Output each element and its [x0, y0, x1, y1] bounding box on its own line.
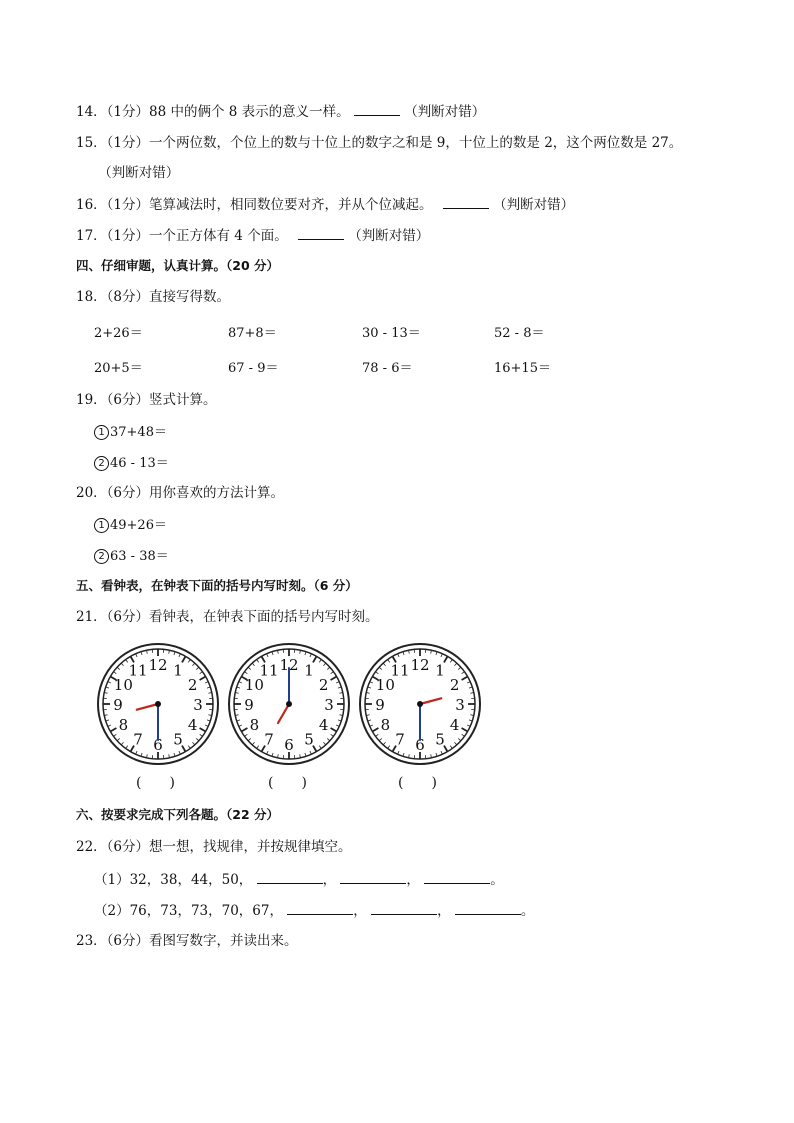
comma: ，: [437, 903, 451, 919]
sequence-1: [94, 869, 504, 890]
section-6-heading: 六、按要求完成下列各题。（22 分）: [76, 807, 279, 822]
clock-number: 9: [375, 696, 385, 714]
calc-item: 20+5＝: [94, 361, 143, 376]
clock-number: 6: [415, 736, 425, 754]
clock-number: 3: [193, 696, 203, 714]
calc-item: 67 - 9＝: [228, 361, 279, 376]
question-15: [76, 133, 682, 153]
clock-face-3: [358, 642, 482, 766]
clock-number: 3: [324, 696, 334, 714]
clock-number: 10: [244, 676, 264, 694]
circled-number: 1: [94, 425, 109, 440]
clock-number: 1: [173, 661, 183, 680]
sequence-1-text: （1）32，38，44，50，: [94, 872, 253, 888]
calc-item: 87+8＝: [228, 326, 277, 341]
question-23: 23．（6分）看图写数字，并读出来。: [76, 933, 298, 949]
section-4-heading: 四、仔细审题，认真计算。（20 分）: [76, 258, 279, 273]
question-15-tail: （判断对错）: [98, 165, 180, 181]
answer-blank[interactable]: [298, 225, 344, 240]
q19-item-2: [94, 452, 169, 471]
question-16: [76, 194, 574, 215]
sequence-2: [94, 900, 534, 921]
period: 。: [520, 903, 535, 919]
question-15-tail-line: [94, 163, 179, 183]
expr: 46 - 13＝: [110, 456, 169, 471]
question-14: [76, 101, 485, 122]
answer-blank[interactable]: [371, 900, 437, 915]
circled-number: 2: [94, 549, 109, 564]
question-14-tail: （判断对错）: [404, 104, 486, 120]
clock-number: 12: [148, 656, 168, 674]
clock-number: 12: [279, 656, 299, 674]
answer-paren-2[interactable]: ( ): [268, 775, 307, 791]
answer-blank[interactable]: [287, 900, 353, 915]
answer-blank[interactable]: [424, 869, 490, 884]
clock-number: 3: [455, 696, 465, 714]
question-16-tail: （判断对错）: [493, 197, 575, 213]
clock-number: 11: [390, 661, 410, 680]
clock-number: 5: [173, 730, 183, 749]
clock-number: 7: [133, 730, 143, 749]
answer-blank[interactable]: [455, 900, 521, 915]
expr: 63 - 38＝: [110, 549, 169, 564]
clock-number: 2: [187, 676, 198, 694]
clock-number: 9: [113, 696, 123, 714]
question-22: 22．（6分）想一想，找规律，并按规律填空。: [76, 839, 352, 855]
clock-number: 11: [259, 661, 279, 680]
sequence-2-text: （2）76，73，73，70，67，: [94, 903, 283, 919]
clock-number: 2: [318, 676, 329, 694]
q20-item-1: [94, 514, 167, 533]
answer-paren-3[interactable]: ( ): [398, 775, 437, 791]
period: 。: [490, 872, 504, 888]
clock-face-1: [96, 642, 220, 766]
answer-blank[interactable]: [443, 194, 489, 209]
comma: ，: [322, 872, 337, 888]
clock-number: 10: [375, 676, 395, 694]
question-18: 18．（8分）直接写得数。: [76, 289, 231, 305]
answer-blank[interactable]: [354, 101, 400, 116]
calc-item: 30 - 13＝: [362, 326, 421, 341]
clock-number: 1: [435, 661, 445, 680]
clock-number: 7: [395, 730, 405, 749]
circled-number: 2: [94, 456, 109, 471]
expr: 37+48＝: [110, 425, 167, 440]
comma: ，: [353, 903, 367, 919]
clock-number: 8: [249, 716, 260, 734]
clock-number: 1: [304, 661, 314, 680]
question-17: [76, 225, 429, 246]
answer-paren-1[interactable]: ( ): [136, 775, 175, 791]
calc-item: 78 - 6＝: [362, 361, 413, 376]
question-17-tail: （判断对错）: [348, 228, 430, 244]
clock-face-2: [227, 642, 351, 766]
section-5-heading: 五、看钟表，在钟表下面的括号内写时刻。（6 分）: [76, 578, 358, 593]
clock-number: 10: [113, 676, 133, 694]
question-17-text: 17．（1分）一个正方体有 4 个面。: [76, 228, 288, 244]
clock-number: 7: [264, 730, 274, 749]
question-19: 19．（6分）竖式计算。: [76, 392, 217, 408]
question-15-text: 15．（1分）一个两位数，个位上的数与十位上的数字之和是 9，十位上的数是 2，这个两位数是 27。: [76, 135, 683, 151]
clock-number: 5: [304, 730, 314, 749]
clock-number: 6: [284, 736, 294, 754]
clock-number: 11: [128, 661, 148, 680]
calc-item: 2+26＝: [94, 326, 143, 341]
question-21: 21．（6分）看钟表，在钟表下面的括号内写时刻。: [76, 609, 379, 625]
clock-number: 12: [410, 656, 430, 674]
clock-number: 6: [153, 736, 163, 754]
clock-number: 4: [318, 716, 329, 734]
clock-number: 9: [244, 696, 254, 714]
clock-number: 2: [449, 676, 460, 694]
question-20: 20．（6分）用你喜欢的方法计算。: [76, 485, 285, 501]
clock-center-pin: [286, 701, 292, 707]
question-16-text: 16．（1分）笔算减法时，相同数位要对齐，并从个位减起。: [76, 197, 433, 213]
expr: 49+26＝: [110, 518, 167, 533]
answer-blank[interactable]: [257, 869, 323, 884]
q19-item-1: [94, 421, 167, 440]
clock-center-pin: [155, 701, 161, 707]
clock-center-pin: [417, 701, 423, 707]
clock-number: 8: [118, 716, 129, 734]
calc-item: 52 - 8＝: [494, 326, 545, 341]
clock-number: 8: [380, 716, 391, 734]
clock-number: 4: [449, 716, 460, 734]
question-14-text: 14．（1分）88 中的俩个 8 表示的意义一样。: [76, 104, 350, 120]
answer-blank[interactable]: [340, 869, 406, 884]
circled-number: 1: [94, 518, 109, 533]
comma: ，: [406, 872, 420, 888]
clock-number: 5: [435, 730, 445, 749]
clock-number: 4: [187, 716, 198, 734]
calc-item: 16+15＝: [494, 361, 551, 376]
q20-item-2: [94, 545, 169, 564]
